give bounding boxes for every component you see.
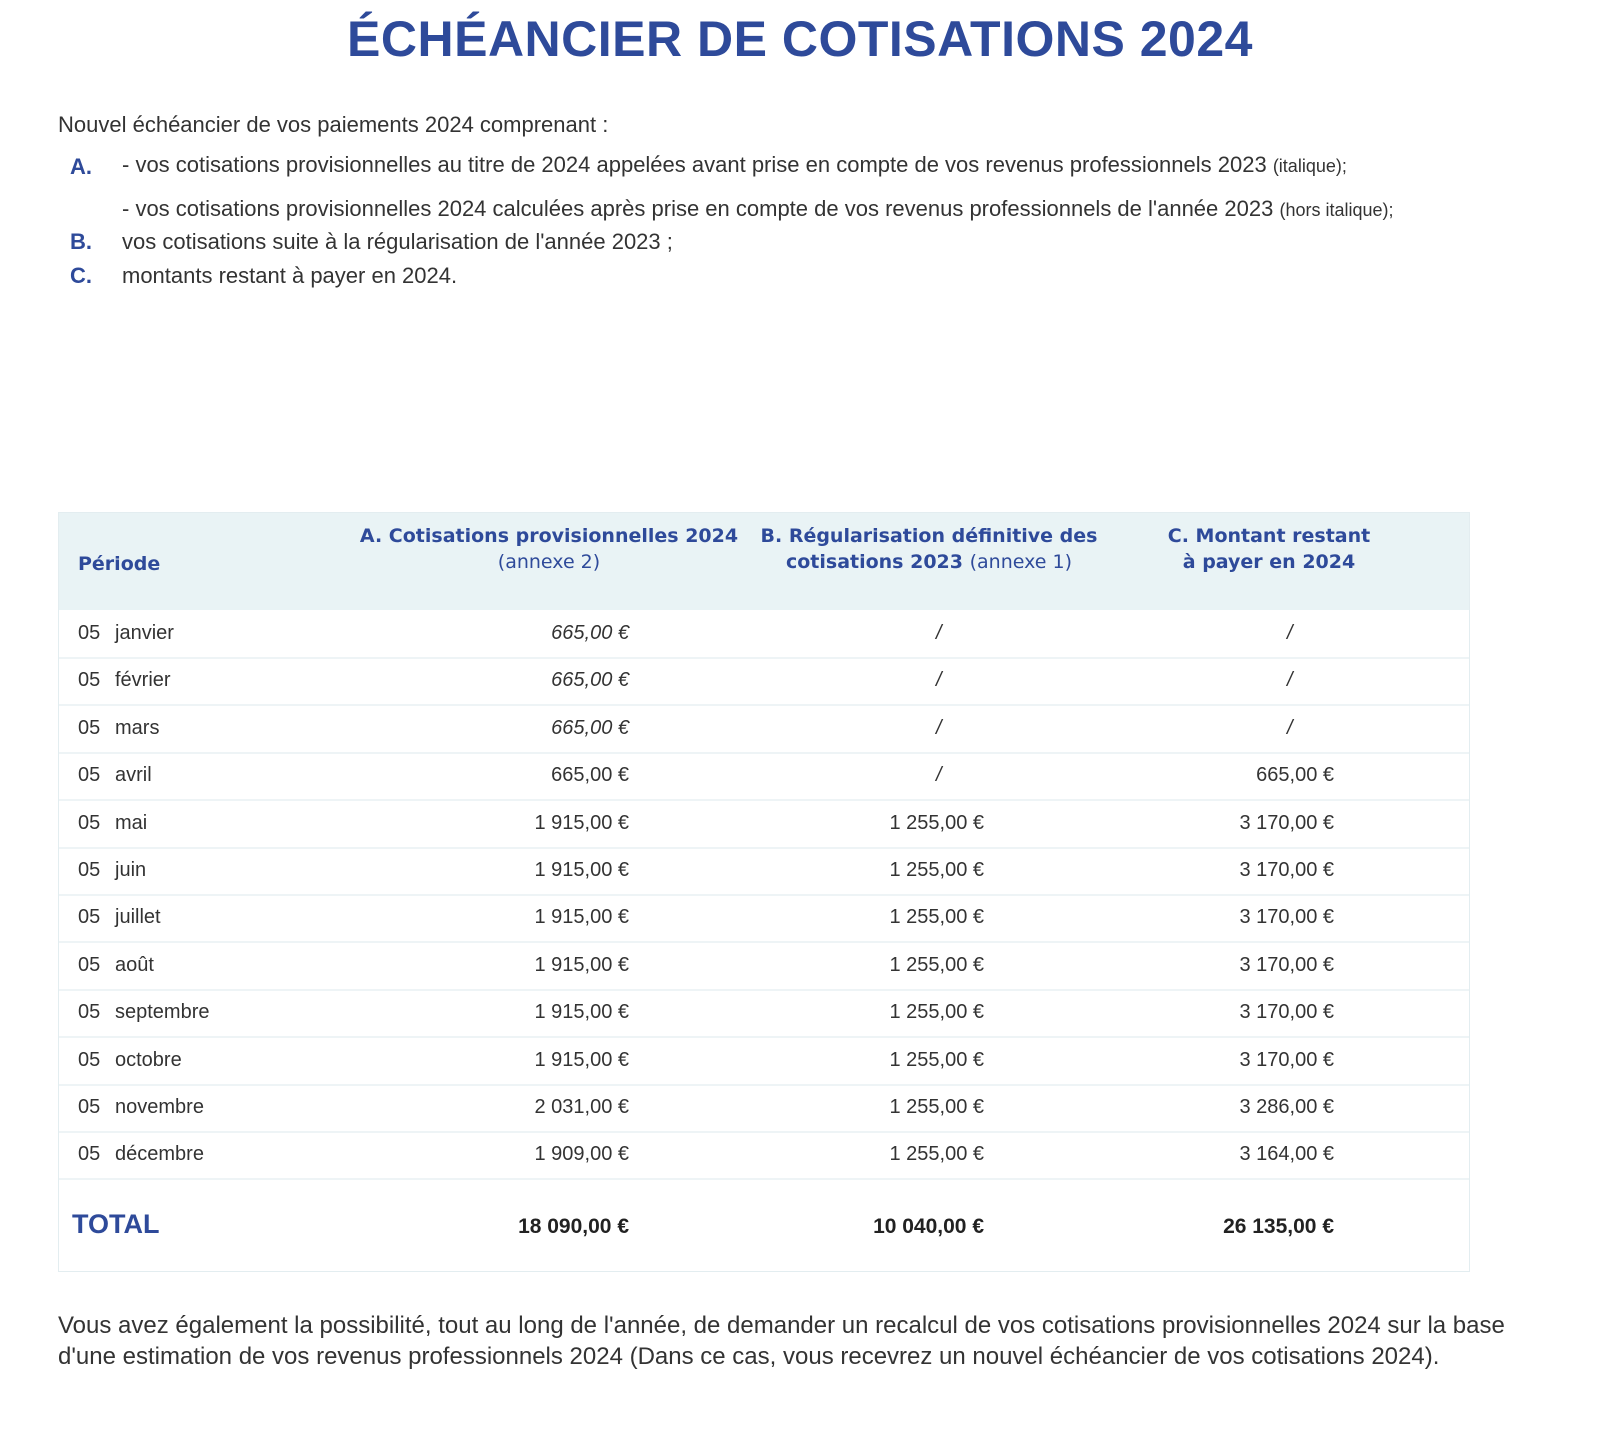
row-day: 05 — [78, 906, 101, 929]
row-value-b: / — [936, 669, 942, 692]
row-value-b: 1 255,00 € — [889, 811, 984, 834]
row-month: novembre — [115, 1096, 204, 1118]
row-value-a: 2 031,00 € — [534, 1096, 629, 1118]
row-value-a: 665,00 € — [551, 622, 629, 644]
row-value-c: 665,00 € — [1256, 764, 1334, 787]
row-month: février — [115, 669, 171, 692]
row-value-c: 3 170,00 € — [1239, 859, 1334, 881]
total-a: 18 090,00 € — [518, 1215, 629, 1238]
row-day: 05 — [78, 716, 101, 739]
row-day: 05 — [78, 1048, 101, 1071]
intro-text: Nouvel échéancier de vos paiements 2024 comprenant : — [58, 112, 609, 137]
table-row — [59, 1085, 1469, 1133]
table-row — [59, 706, 1469, 754]
table-row — [59, 1038, 1469, 1086]
row-month: octobre — [115, 1048, 182, 1071]
header-c-line2: à payer en 2024 — [1182, 551, 1356, 573]
row-value-a: 1 915,00 € — [534, 953, 629, 976]
header-b-line1: B. Régularisation définitive des — [760, 525, 1098, 547]
table-row — [59, 943, 1469, 991]
row-value-b: 1 255,00 € — [889, 1096, 984, 1118]
item-a-line2-text: - vos cotisations provisionnelles 2024 calculées après prise en compte de vos revenus professionnels de l'année 2023 — [122, 196, 1274, 221]
row-value-c: / — [1287, 716, 1293, 739]
row-value-c: 3 170,00 € — [1239, 1001, 1334, 1024]
header-c-line1: C. Montant restant — [1167, 525, 1371, 547]
row-value-a: 665,00 € — [551, 764, 629, 787]
row-month: septembre — [115, 1001, 210, 1024]
row-value-b: 1 255,00 € — [889, 1048, 984, 1071]
footer-note: Vous avez également la possibilité, tout au long de l'année, de demander un recalcul de vos cotisations provisionnelles 2024 sur la base d'une estimation de vos revenus professionnels 2024 (Dans ce cas, vous recevrez un nouvel échéancier de vos cotisations 2024). — [58, 1312, 1505, 1370]
table-header — [59, 513, 1469, 610]
row-value-a: 665,00 € — [551, 669, 629, 692]
table-row — [59, 848, 1469, 896]
row-value-a: 1 909,00 € — [534, 1143, 629, 1166]
row-day: 05 — [78, 811, 101, 834]
row-month: janvier — [115, 622, 174, 644]
row-value-b: 1 255,00 € — [889, 859, 984, 881]
table-row — [59, 1132, 1469, 1180]
row-month: mai — [115, 811, 148, 834]
item-c-text: montants restant à payer en 2024. — [122, 263, 458, 288]
row-value-a: 1 915,00 € — [534, 1001, 629, 1024]
row-day: 05 — [78, 1096, 101, 1118]
row-value-c: 3 170,00 € — [1239, 906, 1334, 929]
item-a-line1-text: - vos cotisations provisionnelles au titre de 2024 appelées avant prise en compte de vos revenus professionnels 2023 — [122, 152, 1267, 177]
row-day: 05 — [78, 669, 101, 692]
row-value-a: 1 915,00 € — [534, 811, 629, 834]
item-b-text: vos cotisations suite à la régularisation de l'année 2023 ; — [122, 229, 673, 254]
item-c-letter: C. — [70, 263, 92, 288]
table-row — [59, 658, 1469, 706]
row-month: juin — [115, 859, 147, 881]
row-month: juillet — [115, 906, 161, 929]
total-c: 26 135,00 € — [1223, 1215, 1334, 1238]
row-value-a: 1 915,00 € — [534, 1048, 629, 1071]
row-value-b: 1 255,00 € — [889, 906, 984, 929]
row-value-c: / — [1287, 669, 1293, 692]
row-value-c: 3 170,00 € — [1239, 953, 1334, 976]
row-value-b: 1 255,00 € — [889, 1143, 984, 1166]
header-b-line2-bold: cotisations 2023 — [785, 551, 963, 573]
row-value-c: 3 170,00 € — [1239, 811, 1334, 834]
total-label: TOTAL — [72, 1209, 160, 1239]
row-value-b: / — [936, 764, 942, 787]
row-value-c: / — [1287, 622, 1293, 644]
table-row — [59, 990, 1469, 1038]
row-value-a: 1 915,00 € — [534, 906, 629, 929]
row-value-b: / — [936, 622, 942, 644]
row-day: 05 — [78, 953, 101, 976]
row-value-c: 3 164,00 € — [1239, 1143, 1334, 1166]
row-value-b: 1 255,00 € — [889, 953, 984, 976]
page-title: ÉCHÉANCIER DE COTISATIONS 2024 — [347, 11, 1253, 67]
header-a-line1: A. Cotisations provisionnelles 2024 — [359, 525, 739, 547]
row-day: 05 — [78, 859, 101, 881]
row-value-c: 3 286,00 € — [1239, 1096, 1334, 1118]
table-row — [59, 611, 1469, 659]
schedule-table — [58, 512, 1470, 1272]
header-a — [359, 523, 739, 575]
item-a-line2-note: (hors italique); — [1279, 200, 1394, 220]
row-value-a: 1 915,00 € — [534, 859, 629, 881]
header-a-line2: (annexe 2) — [497, 551, 601, 573]
row-value-a: 665,00 € — [551, 716, 629, 739]
row-day: 05 — [78, 1001, 101, 1024]
item-a-line1-note: (italique); — [1272, 156, 1347, 176]
total-b: 10 040,00 € — [873, 1215, 984, 1238]
row-value-b: 1 255,00 € — [889, 1001, 984, 1024]
item-a-letter: A. — [70, 154, 92, 179]
table-row — [59, 753, 1469, 801]
header-periode: Période — [78, 553, 161, 575]
total-row — [59, 1195, 1469, 1255]
header-b-line2-light: (annexe 1) — [969, 551, 1073, 573]
header-c — [1119, 523, 1419, 575]
row-day: 05 — [78, 622, 101, 644]
table-row — [59, 895, 1469, 943]
table-row — [59, 801, 1469, 849]
header-b — [739, 523, 1119, 575]
row-month: avril — [115, 764, 152, 787]
row-value-c: 3 170,00 € — [1239, 1048, 1334, 1071]
row-value-b: / — [936, 716, 942, 739]
row-day: 05 — [78, 764, 101, 787]
row-month: août — [115, 953, 154, 976]
row-day: 05 — [78, 1143, 101, 1166]
row-month: décembre — [115, 1143, 204, 1166]
row-month: mars — [115, 716, 160, 739]
item-b-letter: B. — [70, 229, 92, 254]
